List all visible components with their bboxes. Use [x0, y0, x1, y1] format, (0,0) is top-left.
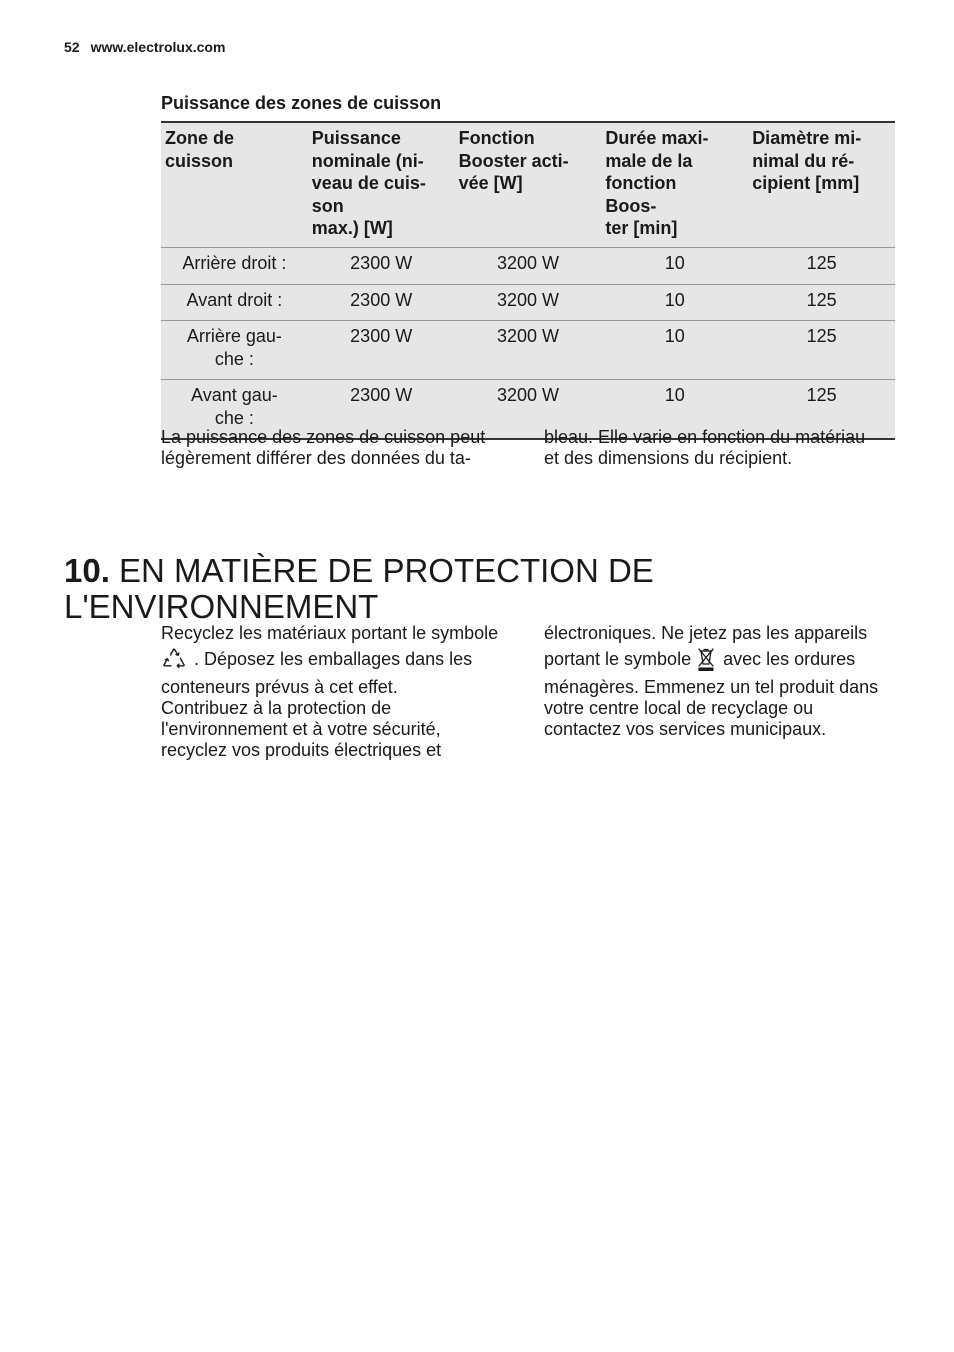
- table-row: [161, 248, 895, 285]
- table-header-row: [161, 122, 895, 248]
- duration-cell: 10: [664, 326, 685, 346]
- paragraph-line: Recyclez les matériaux portant le symbole: [161, 623, 499, 643]
- power-cell: 2300 W: [350, 289, 413, 310]
- recycling-icon: [161, 646, 187, 672]
- power-table: [161, 121, 895, 440]
- column-header-booster: Fonction Booster acti- vée [W]: [458, 128, 569, 193]
- table-row: [161, 321, 895, 380]
- table-note-left: La puissance des zones de cuisson peut légèrement différer des données du ta-: [161, 427, 486, 468]
- booster-cell: 3200 W: [496, 289, 560, 310]
- zone-cell: Arrière gau- che :: [186, 326, 282, 369]
- section-number: 10.: [64, 552, 110, 590]
- paragraph-line: électroniques. Ne jetez pas les appareils: [544, 623, 868, 643]
- section-heading: [64, 553, 844, 625]
- zone-cell: Avant droit :: [186, 289, 283, 310]
- environment-paragraph-left: [161, 623, 521, 761]
- table-row: [161, 284, 895, 321]
- diameter-cell: 125: [806, 385, 837, 405]
- table-title: Puissance des zones de cuisson: [161, 93, 442, 113]
- duration-cell: 10: [664, 289, 685, 310]
- environment-paragraph-right: [544, 623, 904, 740]
- booster-cell: 3200 W: [496, 253, 560, 273]
- diameter-cell: 125: [806, 253, 837, 273]
- paragraph-line: avec les ordures: [718, 649, 856, 669]
- diameter-cell: 125: [806, 289, 837, 310]
- table-note-right: bleau. Elle varie en fonction du matériau et des dimensions du récipient.: [544, 427, 866, 468]
- paragraph-line: . Déposez les emballages dans les: [189, 649, 473, 669]
- website-url: www.electrolux.com: [90, 39, 226, 55]
- zone-cell: Avant gau- che :: [191, 385, 278, 428]
- booster-cell: 3200 W: [496, 385, 560, 405]
- power-cell: 2300 W: [350, 385, 413, 405]
- column-header-power: Puissance nominale (ni- veau de cuis- son max.) [W]: [311, 128, 426, 238]
- booster-cell: 3200 W: [496, 326, 560, 346]
- duration-cell: 10: [664, 253, 685, 273]
- power-cell: 2300 W: [350, 326, 413, 346]
- column-header-duration: Durée maxi- male de la fonction Boos- ter [min]: [605, 128, 709, 238]
- paragraph-line: portant le symbole: [544, 649, 697, 669]
- diameter-cell: 125: [806, 326, 837, 346]
- column-header-diameter: Diamètre mi- nimal du ré- cipient [mm]: [752, 128, 862, 193]
- paragraph-rest: ménagères. Emmenez un tel produit dans votre centre local de recyclage ou contactez vos services municipaux.: [544, 677, 879, 739]
- paragraph-rest: conteneurs prévus à cet effet. Contribuez à la protection de l'environnement et à votre sécurité, recyclez vos produits électriques et: [161, 677, 442, 760]
- page-header: [64, 39, 225, 56]
- section-title-text: EN MATIÈRE DE PROTECTION DE L'ENVIRONNEMENT: [64, 552, 654, 626]
- page-number: 52: [64, 39, 80, 55]
- duration-cell: 10: [664, 385, 685, 405]
- zone-cell: Arrière droit :: [182, 253, 287, 273]
- column-header-zone: Zone de cuisson: [165, 128, 235, 171]
- crossed-bin-icon: [696, 646, 716, 672]
- power-cell: 2300 W: [350, 253, 413, 273]
